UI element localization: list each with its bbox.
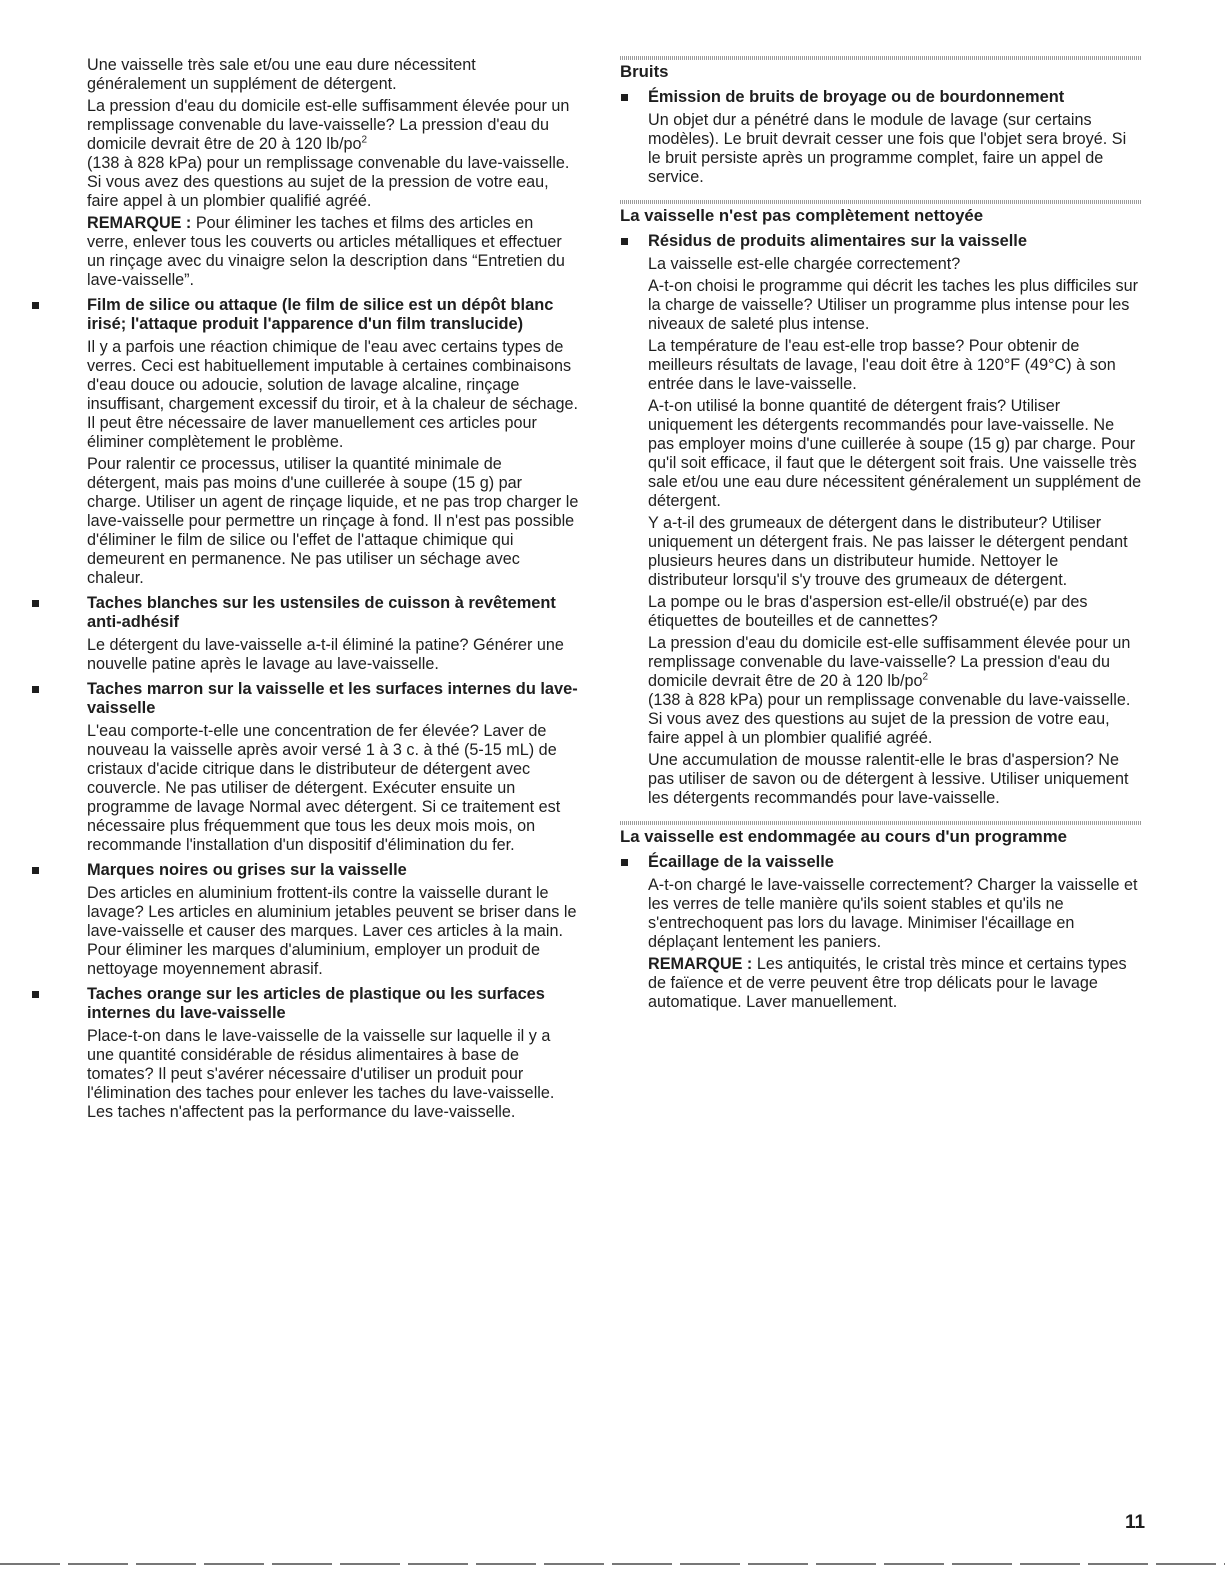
section-title: La vaisselle n'est pas complètement nettoyée bbox=[620, 206, 984, 225]
bullet-heading: Marques noires ou grises sur la vaisselle bbox=[87, 861, 579, 880]
footer-divider bbox=[0, 1563, 1225, 1565]
bullet-heading: Taches marron sur la vaisselle et les surfaces internes du lave-vaisselle bbox=[87, 680, 579, 718]
bullet-heading: Écaillage de la vaisselle bbox=[648, 853, 1142, 872]
bullet-square-icon bbox=[32, 302, 39, 309]
paragraph: La température de l'eau est-elle trop basse? Pour obtenir de meilleurs résultats de lavage, l'eau doit être à 120°F (49°C) à son entrée dans le lave-vaisselle. bbox=[648, 337, 1116, 393]
paragraph: Il y a parfois une réaction chimique de l'eau avec certains types de verres. Ceci est habituellement imputable à certaines combinaisons d'eau douce ou adoucie, solution de lavage alcaline, rinçage insuffisant, chargement excessif du tiroir, et à la chaleur de séchage. Il peut être nécessaire de laver manuellement ces articles pour éliminer complètement le problème. bbox=[87, 338, 578, 451]
paragraph: Y a-t-il des grumeaux de détergent dans le distributeur? Utiliser uniquement un détergent frais. Ne pas laisser le détergent pendant plusieurs heures dans un distributeur humide. Nettoyer le distributeur lorsqu'il s'y trouve des grumeaux de détergent. bbox=[648, 514, 1128, 589]
bullet-square-icon bbox=[32, 991, 39, 998]
paragraph: Une accumulation de mousse ralentit-elle le bras d'aspersion? Ne pas utiliser de savon ou de détergent à lessive. Utiliser uniquement les détergents recommandés pour lave-vaisselle. bbox=[648, 751, 1129, 807]
section-title: Bruits bbox=[620, 62, 669, 81]
paragraph: La pression d'eau du domicile est-elle suffisamment élevée pour un remplissage convenable du lave-vaisselle? La pression d'eau du domicile devrait être de 20 à 120 $lb/po^2$ (138 à 828 kPa) pour un remplissage convenable du lave-vaisselle. Si vous avez des questions au sujet de la pression de votre eau, faire appel à un plombier qualifié agréé. bbox=[87, 97, 570, 210]
note-label: REMARQUE : bbox=[648, 955, 753, 973]
note-paragraph: REMARQUE : Les antiquités, le cristal très mince et certains types de faïence et de verre peuvent être trop délicats pour le lavage automatique. Laver manuellement. bbox=[648, 955, 1127, 1011]
paragraph: Place-t-on dans le lave-vaisselle de la vaisselle sur laquelle il y a une quantité considérable de résidus alimentaires à base de tomates? Il peut s'avérer nécessaire d'utiliser un produit pour l'élimination des taches pour enlever les taches du lave-vaisselle. Les taches n'affectent pas la performance du lave-vaisselle. bbox=[87, 1027, 555, 1121]
bullet-square-icon bbox=[621, 94, 628, 101]
bullet-heading: Résidus de produits alimentaires sur la vaisselle bbox=[648, 232, 1142, 251]
bullet-heading: Taches orange sur les articles de plastique ou les surfaces internes du lave-vaisselle bbox=[87, 985, 579, 1023]
bullet-square-icon bbox=[32, 600, 39, 607]
bullet-square-icon bbox=[621, 859, 628, 866]
paragraph: Des articles en aluminium frottent-ils contre la vaisselle durant le lavage? Les articles en aluminium jetables peuvent se briser dans le lave-vaisselle et causer des marques. Laver ces articles à la main. Pour éliminer les marques d'aluminium, employer un produit de nettoyage moyennement abrasif. bbox=[87, 884, 577, 978]
page-number: 11 bbox=[1125, 1512, 1146, 1533]
section-divider bbox=[620, 56, 1142, 60]
paragraph: La vaisselle est-elle chargée correctement? bbox=[648, 255, 961, 273]
note-label: REMARQUE : bbox=[87, 214, 192, 232]
section-divider bbox=[620, 200, 1142, 204]
section-divider bbox=[620, 821, 1142, 825]
paragraph: A-t-on utilisé la bonne quantité de détergent frais? Utiliser uniquement les détergents recommandés pour lave-vaisselle. Ne pas employer moins d'une cuillerée à soupe (15 g) par charge. Pour qu'il soit efficace, il faut que le détergent soit frais. Une vaisselle très sale et/ou une eau dure nécessitent généralement un supplément de détergent. bbox=[648, 397, 1142, 510]
paragraph: Pour ralentir ce processus, utiliser la quantité minimale de détergent, mais pas moins d'une cuillerée à soupe (15 g) par charge. Utiliser un agent de rinçage liquide, et ne pas trop charger le lave-vaisselle pour permettre un rinçage à fond. Il n'est pas possible d'éliminer le film de silice ou l'effet de l'attaque chimique qui demeurent en permanence. Ne pas utiliser un séchage avec chaleur. bbox=[87, 455, 579, 587]
bullet-heading: Taches blanches sur les ustensiles de cuisson à revêtement anti-adhésif bbox=[87, 594, 579, 632]
paragraph: Un objet dur a pénétré dans le module de lavage (sur certains modèles). Le bruit devrait cesser une fois que l'objet sera broyé. Si le bruit persiste après un programme complet, faire un appel de service. bbox=[648, 111, 1127, 186]
bullet-heading: Film de silice ou attaque (le film de silice est un dépôt blanc irisé; l'attaque produit l'apparence d'un film translucide) bbox=[87, 296, 579, 334]
paragraph: L'eau comporte-t-elle une concentration de fer élevée? Laver de nouveau la vaisselle après avoir versé 1 à 3 c. à thé (5-15 mL) de cristaux d'acide citrique dans le distributeur de détergent avec couvercle. Ne pas utiliser de détergent. Exécuter ensuite un programme de lavage Normal avec détergent. Si ce traitement est nécessaire plus fréquemment que tous les deux mois mois, on recommande l'installation d'un dispositif d'élimination du fer. bbox=[87, 722, 561, 854]
paragraph: A-t-on choisi le programme qui décrit les taches les plus difficiles sur la charge de vaisselle? Utiliser un programme plus intense pour les niveaux de saleté plus intense. bbox=[648, 277, 1139, 333]
bullet-square-icon bbox=[32, 686, 39, 693]
left-column bbox=[87, 56, 579, 1125]
right-column bbox=[620, 56, 1142, 1015]
paragraph: La pompe ou le bras d'aspersion est-elle/il obstrué(e) par des étiquettes de bouteilles et de cannettes? bbox=[648, 593, 1088, 630]
paragraph: Le détergent du lave-vaisselle a-t-il éliminé la patine? Générer une nouvelle patine après le lavage au lave-vaisselle. bbox=[87, 636, 564, 673]
section-title: La vaisselle est endommagée au cours d'un programme bbox=[620, 827, 1067, 846]
note-paragraph: REMARQUE : Pour éliminer les taches et films des articles en verre, enlever tous les couverts ou articles métalliques et effectuer un rinçage avec du vinaigre selon la description dans “Entretien du lave-vaisselle”. bbox=[87, 214, 565, 289]
paragraph: Une vaisselle très sale et/ou une eau dure nécessitent généralement un supplément de détergent. bbox=[87, 56, 476, 93]
paragraph: A-t-on chargé le lave-vaisselle correctement? Charger la vaisselle et les verres de telle manière qu'ils soient stables et qu'ils ne s'entrechoquent pas lors du lavage. Minimiser l'écaillage en déplaçant lentement les paniers. bbox=[648, 876, 1138, 951]
bullet-square-icon bbox=[32, 867, 39, 874]
bullet-heading: Émission de bruits de broyage ou de bourdonnement bbox=[648, 88, 1142, 107]
bullet-square-icon bbox=[621, 238, 628, 245]
paragraph: La pression d'eau du domicile est-elle suffisamment élevée pour un remplissage convenable du lave-vaisselle? La pression d'eau du domicile devrait être de 20 à 120 $lb/po^2$ (138 à 828 kPa) pour un remplissage convenable du lave-vaisselle. Si vous avez des questions au sujet de la pression de votre eau, faire appel à un plombier qualifié agréé. bbox=[648, 634, 1131, 747]
